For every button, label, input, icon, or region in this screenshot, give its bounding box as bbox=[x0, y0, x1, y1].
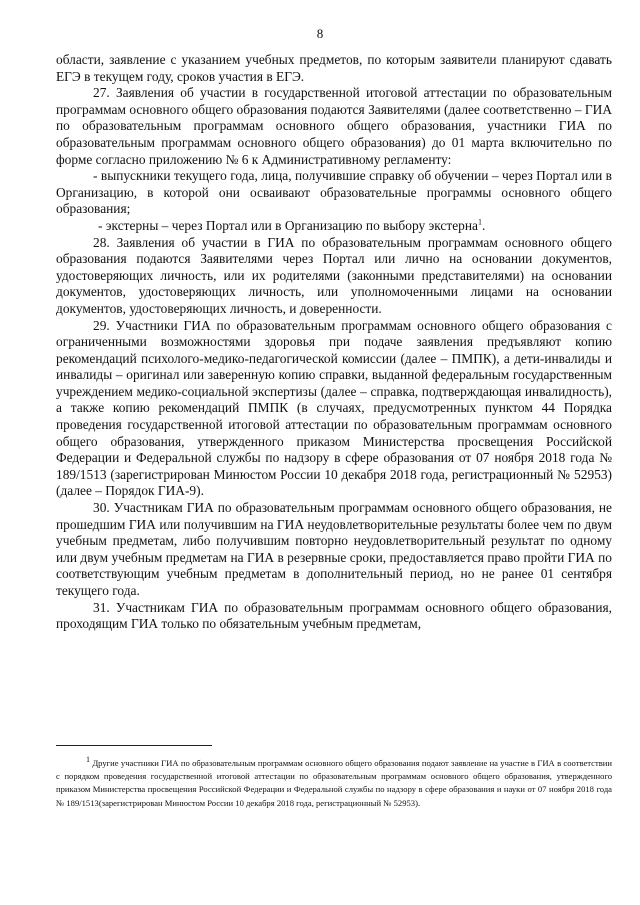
document-body bbox=[56, 52, 612, 633]
paragraph-27: 27. Заявления об участии в государственной итоговой аттестации по образовательным программам основного общего образования подаются Заявителями (далее соответственно – ГИА по образовательным программам основного общего образования, участники ГИА по образовательным программам основного общего образования) до 01 марта включительно по форме согласно приложению № 6 к Административному регламенту: bbox=[56, 85, 612, 167]
list-item-external-end: . bbox=[481, 217, 486, 233]
list-item-graduates: - выпускники текущего года, лица, получившие справку об обучении – через Портал или в Организацию, в которой они осваивают образовательные программы основного общего образования; bbox=[56, 168, 612, 217]
page-number: 8 bbox=[316, 26, 324, 41]
paragraph-31: 31. Участникам ГИА по образовательным программам основного общего образования, проходящим ГИА только по обязательным учебным предметам, bbox=[56, 599, 612, 632]
footnote-ref: 1 bbox=[477, 217, 482, 227]
list-item-external-text: - экстерны – через Портал или в Организацию по выбору экстерна bbox=[98, 217, 478, 233]
paragraph-continuation: области, заявление с указанием учебных предметов, по которым заявители планируют сдавать ЕГЭ в текущем году, сроков участия в ЕГЭ. bbox=[56, 52, 612, 84]
paragraph-30: 30. Участникам ГИА по образовательным программам основного общего образования, не прошедшим ГИА или получившим на ГИА неудовлетворительные результаты более чем по двум учебным предметам, либо получившим повторно неудовлетворительный результат по одному или двум учебным предметам на ГИА в резервные сроки, предоставляется право пройти ГИА по соответствующим учебным предметам в дополнительный период, но не ранее 01 сентября текущего года. bbox=[56, 500, 612, 598]
list-item-external bbox=[56, 218, 612, 235]
paragraph-29: 29. Участники ГИА по образовательным программам основного общего образования с ограниченными возможностями здоровья при подаче заявления предъявляют копию рекомендаций психолого-медико-педагогической комиссии (далее – ПМПК), а дети-инвалиды и инвалиды – оригинал или заверенную копию справки, выданной федеральным государственным учреждением медико-социальной экспертизы (далее – справка, подтверждающая инвалидность), а также копию рекомендаций ПМПК (в случаях, предусмотренных пунктом 44 Порядка проведения государственной итоговой аттестации по образовательным программам основного общего образования, утвержденного приказом Министерства просвещения Российской Федерации и Федеральной службы по надзору в сфере образования от 07 ноября 2018 года № 189/1513 (зарегистрирован Минюстом России 10 декабря 2018 года, регистрационный № 52953) (далее – Порядок ГИА-9). bbox=[56, 317, 612, 499]
footnote-marker: 1 bbox=[86, 755, 90, 765]
footnote-separator bbox=[56, 745, 212, 746]
footnote bbox=[56, 757, 612, 810]
paragraph-28: 28. Заявления об участии в ГИА по образовательным программам основного общего образования подаются Заявителями через Портал или лично на основании документов, удостоверяющих личность, или их родителями (законными представителями) на основании документов, удостоверяющих личность, или уполномоченными лицами на основании документов, удостоверяющих личность, и доверенности. bbox=[56, 234, 612, 316]
footnote-text: Другие участники ГИА по образовательным программам основного общего образования подают заявление на участие в ГИА в соответствии с порядком проведения государственной итоговой аттестации по образовательным программам основного общего образования, утвержденного приказом Министерства просвещения Российской Федерации и Федеральной службы по надзору в сфере образования и науки от 07 ноября 2018 года № 189/1513(зарегистрирован Минюстом России 10 декабря 2018 года, регистрационный № 52953). bbox=[56, 758, 612, 808]
